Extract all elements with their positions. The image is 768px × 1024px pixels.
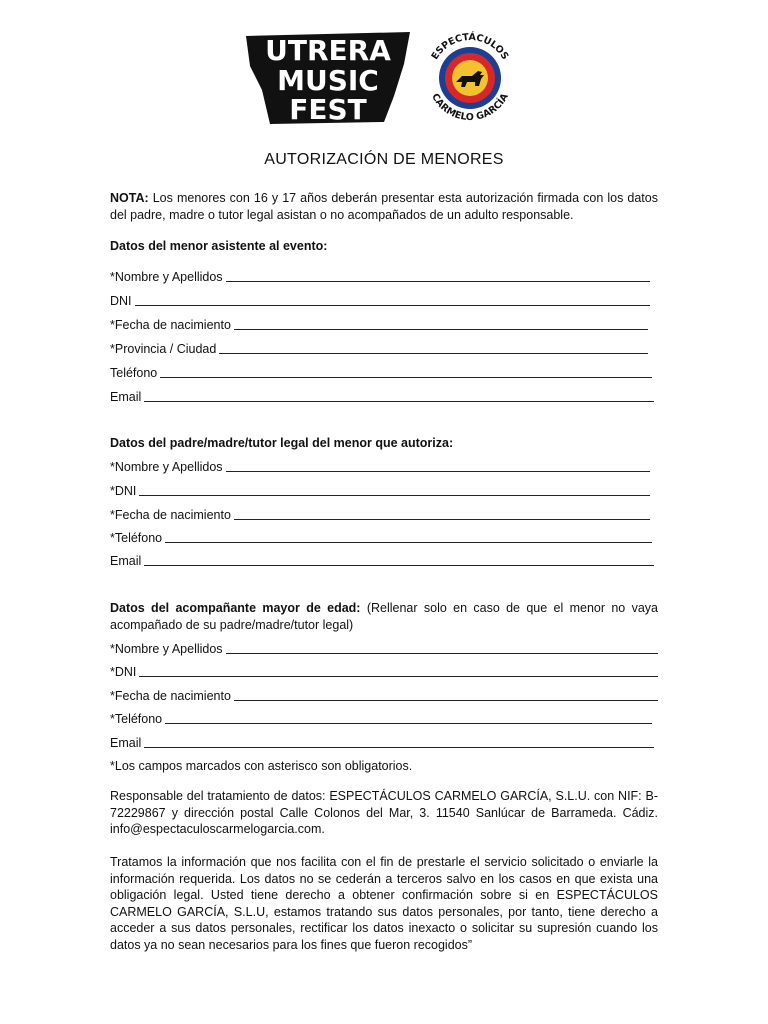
logo-line-1: UTRERA <box>265 34 391 67</box>
field-label: *DNI <box>110 484 137 498</box>
field-line[interactable] <box>135 294 650 306</box>
logo-top-text: ESPECTÁCULOS <box>429 31 511 62</box>
field-companion-name[interactable] <box>110 640 658 656</box>
field-line[interactable] <box>139 665 658 677</box>
field-minor-email[interactable] <box>110 388 654 404</box>
privacy-paragraph: Tratamos la información que nos facilita con el fin de prestarle el servicio solicitado o enviarle la información requerida. Los datos no se cederán a terceros salvo en los casos en que exista una obligación legal. Usted tiene derecho a obtener confirmación sobre si en ESPECTÁCULOS CARMELO GARCÍA, S.L.U, estamos tratando sus datos personales, por tanto, tiene derecho a acceder a sus datos personales, rectificar los datos inexacto o solicitar su supresión cuando los datos ya no sean necesarios para los fines que fueron recogidos” <box>110 855 658 952</box>
field-label: Email <box>110 554 142 568</box>
field-label: *Fecha de nacimiento <box>110 508 231 522</box>
field-companion-email[interactable] <box>110 734 654 750</box>
nota-text: Los menores con 16 y 17 años deberán presentar esta autorización firmada con los datos del padre, madre o tutor legal asistan o no acompañados de un adulto responsable. <box>110 191 658 222</box>
field-guardian-birthdate[interactable] <box>110 506 650 522</box>
page-title: AUTORIZACIÓN DE MENORES <box>264 151 504 168</box>
field-line[interactable] <box>234 689 658 701</box>
field-line[interactable] <box>219 342 648 354</box>
field-guardian-email[interactable] <box>110 552 654 568</box>
field-companion-phone[interactable] <box>110 710 652 726</box>
field-label: *Nombre y Apellidos <box>110 460 223 474</box>
field-minor-birthdate[interactable] <box>110 316 648 332</box>
section-guardian-title: Datos del padre/madre/tutor legal del menor que autoriza: <box>110 436 454 450</box>
section-minor-title: Datos del menor asistente al evento: <box>110 239 328 253</box>
field-companion-birthdate[interactable] <box>110 687 658 703</box>
nota-label: NOTA: <box>110 191 149 205</box>
field-line[interactable] <box>160 366 652 378</box>
field-line[interactable] <box>226 270 650 282</box>
field-label: Email <box>110 736 142 750</box>
utrera-music-fest-logo <box>244 30 412 126</box>
logo-line-2: MUSIC <box>277 64 379 97</box>
field-guardian-phone[interactable] <box>110 529 652 545</box>
nota-paragraph <box>110 190 658 223</box>
field-companion-dni[interactable] <box>110 663 658 679</box>
field-label: *Fecha de nacimiento <box>110 318 231 332</box>
field-label: *Fecha de nacimiento <box>110 689 231 703</box>
logo-bottom-text: CARMELO GARCÍA <box>429 91 511 124</box>
field-label: Teléfono <box>110 366 158 380</box>
field-line[interactable] <box>234 318 648 330</box>
field-label: *DNI <box>110 665 137 679</box>
section-companion-title: Datos del acompañante mayor de edad: <box>110 601 361 615</box>
field-minor-name[interactable] <box>110 268 650 284</box>
field-line[interactable] <box>144 390 654 402</box>
section-companion-note: (Rellenar solo en caso de que el menor no vaya acompañado de su padre/madre/tutor legal) <box>110 601 658 632</box>
logo-line-3: FEST <box>289 93 367 126</box>
field-line[interactable] <box>226 642 658 654</box>
espectaculos-carmelo-garcia-logo <box>420 26 520 126</box>
field-guardian-name[interactable] <box>110 458 650 474</box>
field-label: *Provincia / Ciudad <box>110 342 217 356</box>
field-minor-phone[interactable] <box>110 364 652 380</box>
field-minor-province[interactable] <box>110 340 648 356</box>
field-label: Email <box>110 390 142 404</box>
field-label: *Nombre y Apellidos <box>110 270 223 284</box>
field-line[interactable] <box>144 736 654 748</box>
field-line[interactable] <box>234 508 650 520</box>
field-line[interactable] <box>165 712 652 724</box>
responsible-paragraph: Responsable del tratamiento de datos: ESPECTÁCULOS CARMELO GARCÍA, S.L.U. con NIF: B-72229867 y dirección postal Calle Colonos del Mar, 3. 11540 Sanlúcar de Barrameda. Cádiz. info@espectaculoscarmelogarcia.com. <box>110 789 658 836</box>
field-line[interactable] <box>165 531 652 543</box>
field-line[interactable] <box>144 554 654 566</box>
field-label: *Teléfono <box>110 712 163 726</box>
required-fields-note: *Los campos marcados con asterisco son obligatorios. <box>110 759 413 773</box>
field-line[interactable] <box>139 484 650 496</box>
field-label: *Nombre y Apellidos <box>110 642 223 656</box>
field-minor-dni[interactable] <box>110 292 650 308</box>
field-line[interactable] <box>226 460 650 472</box>
field-label: DNI <box>110 294 132 308</box>
section-companion-title-block <box>110 600 658 633</box>
field-label: *Teléfono <box>110 531 163 545</box>
field-guardian-dni[interactable] <box>110 482 650 498</box>
